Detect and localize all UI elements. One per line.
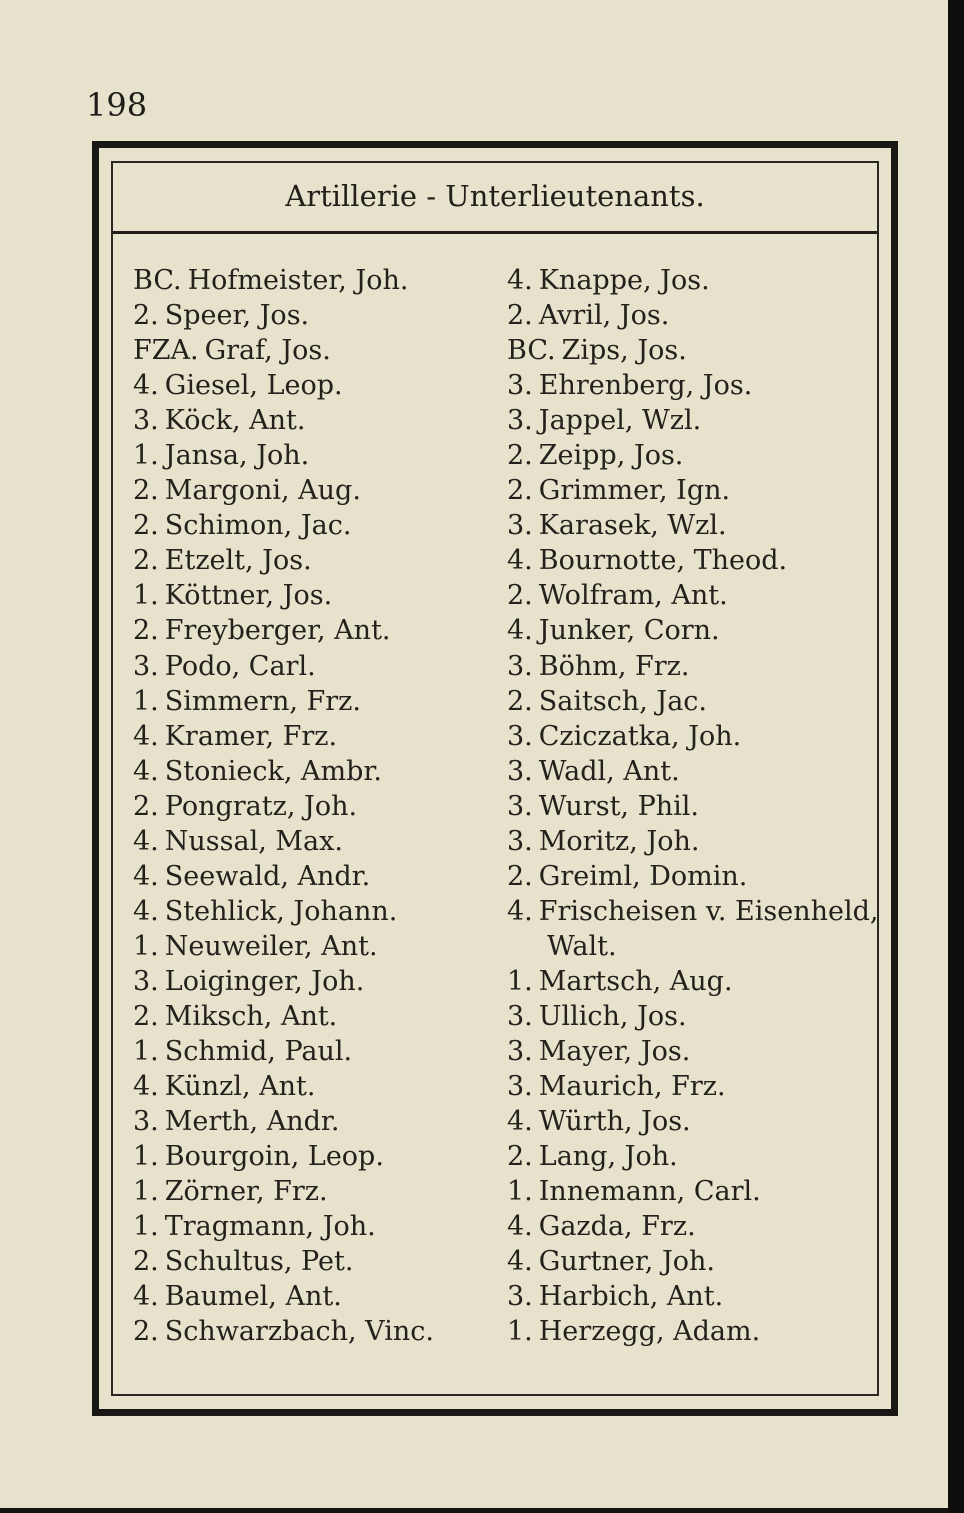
entry-number: BC. — [507, 335, 556, 367]
entry-number: 1. — [133, 1036, 159, 1068]
entry-number: 3. — [133, 965, 159, 997]
entry-name: Wolfram, Ant. — [538, 580, 728, 612]
entry-number: 1. — [133, 1141, 159, 1173]
entry-number: BC. — [133, 265, 182, 296]
entry-name: Loiginger, Joh. — [164, 965, 365, 997]
entry-continuation: Walt. — [547, 930, 617, 962]
entry-name: Simmern, Frz. — [164, 685, 361, 717]
entry-name: Nussal, Max. — [164, 825, 343, 857]
list-item — [133, 824, 493, 859]
entry-number: 3. — [507, 510, 533, 542]
entry-number: 3. — [133, 1106, 159, 1138]
entry-name: Zörner, Frz. — [164, 1176, 328, 1208]
entry-name: Schwarzbach, Vinc. — [164, 1316, 434, 1348]
entry-number: 4. — [133, 370, 159, 402]
list-item — [507, 473, 897, 508]
list-item — [507, 1244, 897, 1279]
list-item — [133, 894, 493, 929]
entry-name: Pongratz, Joh. — [164, 790, 358, 822]
entry-name: Herzegg, Adam. — [538, 1316, 761, 1348]
list-item — [133, 1209, 493, 1244]
entry-name: Grimmer, Ign. — [538, 475, 731, 507]
entry-name: Hofmeister, Joh. — [187, 265, 409, 296]
entry-number: 2. — [507, 475, 533, 507]
header-rule — [113, 231, 877, 234]
list-item — [133, 613, 493, 648]
list-item — [507, 613, 897, 648]
entry-name: Gurtner, Joh. — [538, 1246, 716, 1278]
entry-number: 2. — [133, 510, 159, 542]
entry-name: Cziczatka, Joh. — [538, 720, 742, 752]
entry-name: Wurst, Phil. — [538, 790, 699, 822]
entry-name: Ullich, Jos. — [538, 1000, 687, 1032]
list-item — [507, 1209, 897, 1244]
entry-name: Jansa, Joh. — [164, 440, 310, 472]
section-header: Artillerie - Unterlieutenants. — [285, 179, 705, 213]
entry-number: 3. — [507, 1281, 533, 1313]
list-item — [133, 1104, 493, 1139]
entry-number: 2. — [133, 1316, 159, 1348]
entry-name: Lang, Joh. — [538, 1141, 678, 1173]
entry-name: Baumel, Ant. — [164, 1281, 342, 1313]
entry-number: 3. — [507, 1000, 533, 1032]
entry-number: 2. — [507, 300, 533, 332]
entry-name: Zips, Jos. — [561, 335, 687, 367]
list-item — [133, 508, 493, 543]
entry-number: 2. — [507, 685, 533, 717]
entry-number: 1. — [133, 930, 159, 962]
entry-number: 2. — [507, 580, 533, 612]
list-item — [507, 719, 897, 754]
entry-name: Junker, Corn. — [538, 615, 720, 647]
entry-name: Jappel, Wzl. — [538, 405, 702, 437]
entry-name: Bournotte, Theod. — [538, 545, 788, 577]
entry-name: Maurich, Frz. — [538, 1071, 726, 1103]
list-item — [133, 649, 493, 684]
entry-name: Neuweiler, Ant. — [164, 930, 378, 962]
entry-name: Greiml, Domin. — [538, 860, 748, 892]
entry-number: 2. — [133, 545, 159, 577]
entry-number: 1. — [133, 685, 159, 717]
entry-name: Margoni, Aug. — [164, 475, 361, 507]
list-item — [133, 789, 493, 824]
entry-name: Köttner, Jos. — [164, 580, 333, 612]
entry-name: Tragmann, Joh. — [164, 1211, 376, 1243]
entry-number: 2. — [133, 475, 159, 507]
entry-number: 1. — [507, 965, 533, 997]
entry-name: Zeipp, Jos. — [538, 440, 684, 472]
entry-number: 4. — [133, 755, 159, 787]
entry-name: Giesel, Leop. — [164, 370, 343, 402]
entry-name: Graf, Jos. — [204, 335, 331, 367]
entry-number: 1. — [133, 440, 159, 472]
entry-name: Böhm, Frz. — [538, 650, 690, 682]
list-item — [133, 1139, 493, 1174]
entry-name: Karasek, Wzl. — [538, 510, 727, 542]
entry-number: 3. — [507, 370, 533, 402]
entry-name: Schmid, Paul. — [164, 1036, 353, 1068]
left-column — [133, 263, 493, 1349]
list-item — [133, 263, 493, 298]
table-frame — [92, 141, 898, 1416]
entry-number: 4. — [133, 860, 159, 892]
list-item — [133, 438, 493, 473]
entry-name: Podo, Carl. — [164, 650, 316, 682]
entry-number: 4. — [507, 1211, 533, 1243]
list-item — [133, 964, 493, 999]
entry-number: 3. — [133, 405, 159, 437]
entry-name: Schultus, Pet. — [164, 1246, 354, 1278]
list-item — [133, 754, 493, 789]
list-item — [133, 859, 493, 894]
entry-number: 3. — [507, 790, 533, 822]
list-item — [133, 1244, 493, 1279]
entry-number: 3. — [507, 1036, 533, 1068]
list-item — [507, 1034, 897, 1069]
entry-name: Schimon, Jac. — [164, 510, 352, 542]
list-item — [507, 1279, 897, 1314]
entry-number: 3. — [507, 755, 533, 787]
entry-number: 2. — [133, 1000, 159, 1032]
entry-name: Merth, Andr. — [164, 1106, 340, 1138]
entry-number: 4. — [507, 1246, 533, 1278]
entry-name: Köck, Ant. — [164, 405, 306, 437]
entry-name: Freyberger, Ant. — [164, 615, 391, 647]
entry-number: 3. — [507, 650, 533, 682]
list-item — [133, 1034, 493, 1069]
entry-name: Seewald, Andr. — [164, 860, 371, 892]
entry-number: 4. — [507, 265, 533, 296]
list-item — [133, 1279, 493, 1314]
list-item — [507, 263, 897, 298]
list-item — [507, 1139, 897, 1174]
entry-name: Stehlick, Johann. — [164, 895, 398, 927]
entry-number: 4. — [507, 1106, 533, 1138]
list-item — [507, 403, 897, 438]
entry-number: 2. — [133, 1246, 159, 1278]
entry-number: 3. — [133, 650, 159, 682]
entry-number: 3. — [507, 825, 533, 857]
entry-number: 2. — [133, 615, 159, 647]
page-number: 198 — [86, 86, 148, 124]
entry-number: 2. — [133, 300, 159, 332]
entry-number: 2. — [507, 1141, 533, 1173]
entry-number: 2. — [507, 440, 533, 472]
list-item — [133, 333, 493, 368]
list-item — [507, 578, 897, 613]
list-item — [133, 473, 493, 508]
list-item — [507, 859, 897, 894]
book-edge — [948, 0, 964, 1513]
list-item — [507, 333, 897, 368]
list-item — [507, 754, 897, 789]
entry-number: 4. — [507, 615, 533, 647]
entry-number: 4. — [133, 720, 159, 752]
entry-name: Mayer, Jos. — [538, 1036, 691, 1068]
entry-number: 1. — [133, 580, 159, 612]
entry-name: Harbich, Ant. — [538, 1281, 724, 1313]
list-item — [507, 824, 897, 859]
list-item — [507, 1314, 897, 1349]
entry-name: Frischeisen v. Eisenheld, — [538, 895, 879, 927]
entry-number: 4. — [507, 545, 533, 577]
list-item — [133, 298, 493, 333]
list-item — [507, 1104, 897, 1139]
list-item — [507, 438, 897, 473]
entry-name: Miksch, Ant. — [164, 1000, 338, 1032]
list-item — [507, 649, 897, 684]
entry-name: Gazda, Frz. — [538, 1211, 696, 1243]
entry-name: Speer, Jos. — [164, 300, 310, 332]
list-item — [133, 719, 493, 754]
entry-name: Wadl, Ant. — [538, 755, 680, 787]
list-item — [133, 543, 493, 578]
list-item — [133, 684, 493, 719]
entry-number: 1. — [507, 1176, 533, 1208]
list-item — [507, 894, 897, 929]
entry-number: 3. — [507, 1071, 533, 1103]
list-item — [133, 368, 493, 403]
entry-number: 4. — [133, 895, 159, 927]
entry-name: Innemann, Carl. — [538, 1176, 761, 1208]
entry-number: 1. — [507, 1316, 533, 1348]
list-item — [507, 1069, 897, 1104]
entry-number: 1. — [133, 1176, 159, 1208]
entry-name: Würth, Jos. — [538, 1106, 691, 1138]
entry-name: Moritz, Joh. — [538, 825, 700, 857]
entry-name: Bourgoin, Leop. — [164, 1141, 384, 1173]
list-item — [507, 789, 897, 824]
entry-name: Stonieck, Ambr. — [164, 755, 382, 787]
list-item — [507, 298, 897, 333]
entry-number: 3. — [507, 720, 533, 752]
entry-number: 4. — [133, 1071, 159, 1103]
list-item — [507, 508, 897, 543]
entry-number: FZA. — [133, 335, 199, 367]
right-column — [507, 263, 897, 1349]
list-item — [133, 929, 493, 964]
entry-number: 3. — [507, 405, 533, 437]
entry-number: 2. — [507, 860, 533, 892]
entry-number: 1. — [133, 1211, 159, 1243]
list-item — [507, 684, 897, 719]
list-item — [507, 368, 897, 403]
list-item — [507, 999, 897, 1034]
entry-number: 4. — [133, 825, 159, 857]
inner-frame — [111, 161, 879, 1396]
list-item — [507, 1174, 897, 1209]
entry-name: Ehrenberg, Jos. — [538, 370, 753, 402]
list-item — [133, 1174, 493, 1209]
list-item — [133, 1069, 493, 1104]
entry-name: Avril, Jos. — [538, 300, 670, 332]
entry-name: Saitsch, Jac. — [538, 685, 708, 717]
entry-name: Martsch, Aug. — [538, 965, 733, 997]
list-item — [133, 1314, 493, 1349]
entry-number: 4. — [133, 1281, 159, 1313]
list-item — [133, 578, 493, 613]
list-item — [507, 964, 897, 999]
list-item — [133, 999, 493, 1034]
entry-name: Etzelt, Jos. — [164, 545, 312, 577]
entry-name: Künzl, Ant. — [164, 1071, 316, 1103]
entry-name: Kramer, Frz. — [164, 720, 338, 752]
list-item — [133, 403, 493, 438]
entry-number: 4. — [507, 895, 533, 927]
entry-number: 2. — [133, 790, 159, 822]
entry-name: Knappe, Jos. — [538, 265, 710, 296]
list-item — [507, 543, 897, 578]
